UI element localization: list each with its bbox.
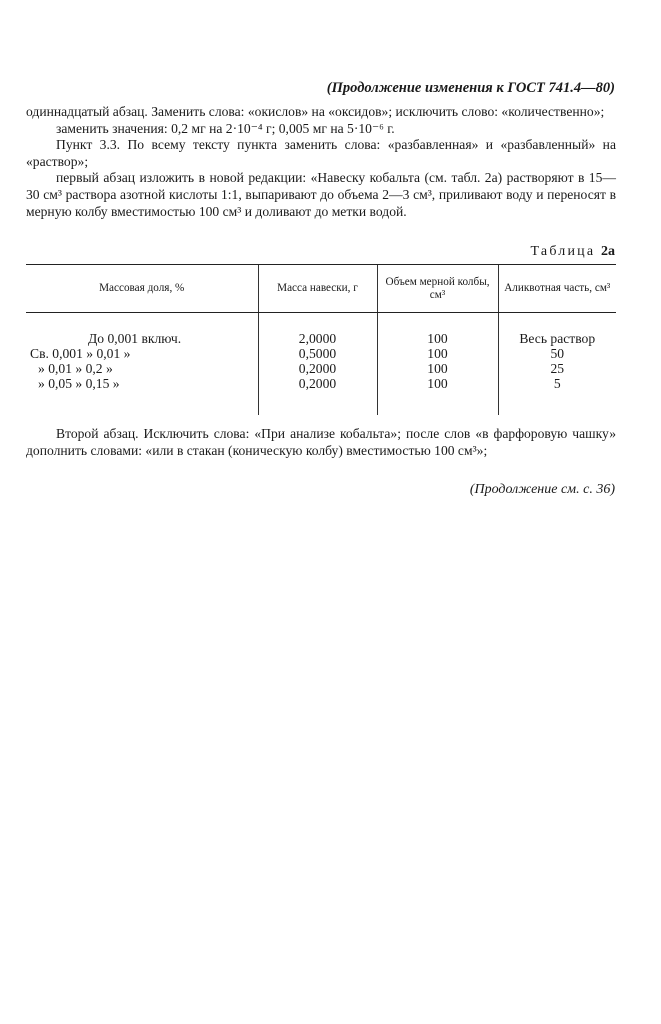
cell-aliquot: 50	[498, 346, 616, 361]
continuation-footer: (Продолжение см. с. 36)	[469, 482, 615, 497]
header-mass-fraction: Массовая доля, %	[26, 265, 258, 313]
cell-mass: 2,0000	[258, 313, 377, 347]
cell-range: До 0,001 включ.	[88, 331, 182, 346]
paragraph-second-abzac: Второй абзац. Исключить слова: «При анализе кобальта»; после слов «в фарфоровую чашку» дополнить словами: «или в стакан (коническую колбу) вместимостью 100 см³»;	[26, 426, 616, 458]
cell-range: Св. 0,001 » 0,01 »	[30, 346, 131, 361]
cell-aliquot: Весь раствор	[498, 313, 616, 347]
amendment-text-second	[26, 426, 616, 459]
paragraph-eleventh: одиннадцатый абзац. Заменить слова: «окислов» на «оксидов»; исключить слово: «количественно»;	[26, 104, 605, 119]
table-caption-number: 2а	[601, 244, 615, 259]
paragraph-values: заменить значения: 0,2 мг на 2·10⁻⁴ г; 0,005 мг на 5·10⁻⁶ г.	[56, 120, 395, 136]
table-2a	[26, 264, 616, 415]
table-caption	[531, 244, 615, 260]
table-row	[26, 376, 616, 415]
cell-volume: 100	[377, 346, 498, 361]
header-flask-volume: Объем мерной колбы, см³	[377, 265, 498, 313]
cell-mass: 0,2000	[258, 376, 377, 415]
cell-volume: 100	[377, 361, 498, 376]
header-aliquot: Аликвотная часть, см³	[498, 265, 616, 313]
table-row	[26, 313, 616, 347]
cell-range: » 0,05 » 0,15 »	[38, 376, 120, 391]
cell-aliquot: 25	[498, 361, 616, 376]
continuation-header: (Продолжение изменения к ГОСТ 741.4—80)	[326, 80, 615, 96]
paragraph-clause-3-3: Пункт 3.3. По всему тексту пункта заменить слова: «разбавленная» и «разбавленный» на «раствор»;	[26, 137, 616, 169]
cell-aliquot: 5	[498, 376, 616, 415]
cell-range: » 0,01 » 0,2 »	[38, 361, 113, 376]
table-caption-word: Таблица	[530, 244, 596, 259]
amendment-text	[26, 104, 616, 220]
header-sample-mass: Масса навески, г	[258, 265, 377, 313]
paragraph-first-abzac: первый абзац изложить в новой редакции: «Навеску кобальта (см. табл. 2а) растворяют в 15—30 см³ раствора азотной кислоты 1:1, выпаривают до объема 2—3 см³, приливают воду и переносят в мерную колбу вместимостью 100 см³ и доливают до метки водой.	[26, 170, 616, 219]
cell-mass: 0,5000	[258, 346, 377, 361]
table-row	[26, 361, 616, 376]
cell-volume: 100	[377, 313, 498, 347]
cell-mass: 0,2000	[258, 361, 377, 376]
table-row	[26, 346, 616, 361]
cell-volume: 100	[377, 376, 498, 415]
